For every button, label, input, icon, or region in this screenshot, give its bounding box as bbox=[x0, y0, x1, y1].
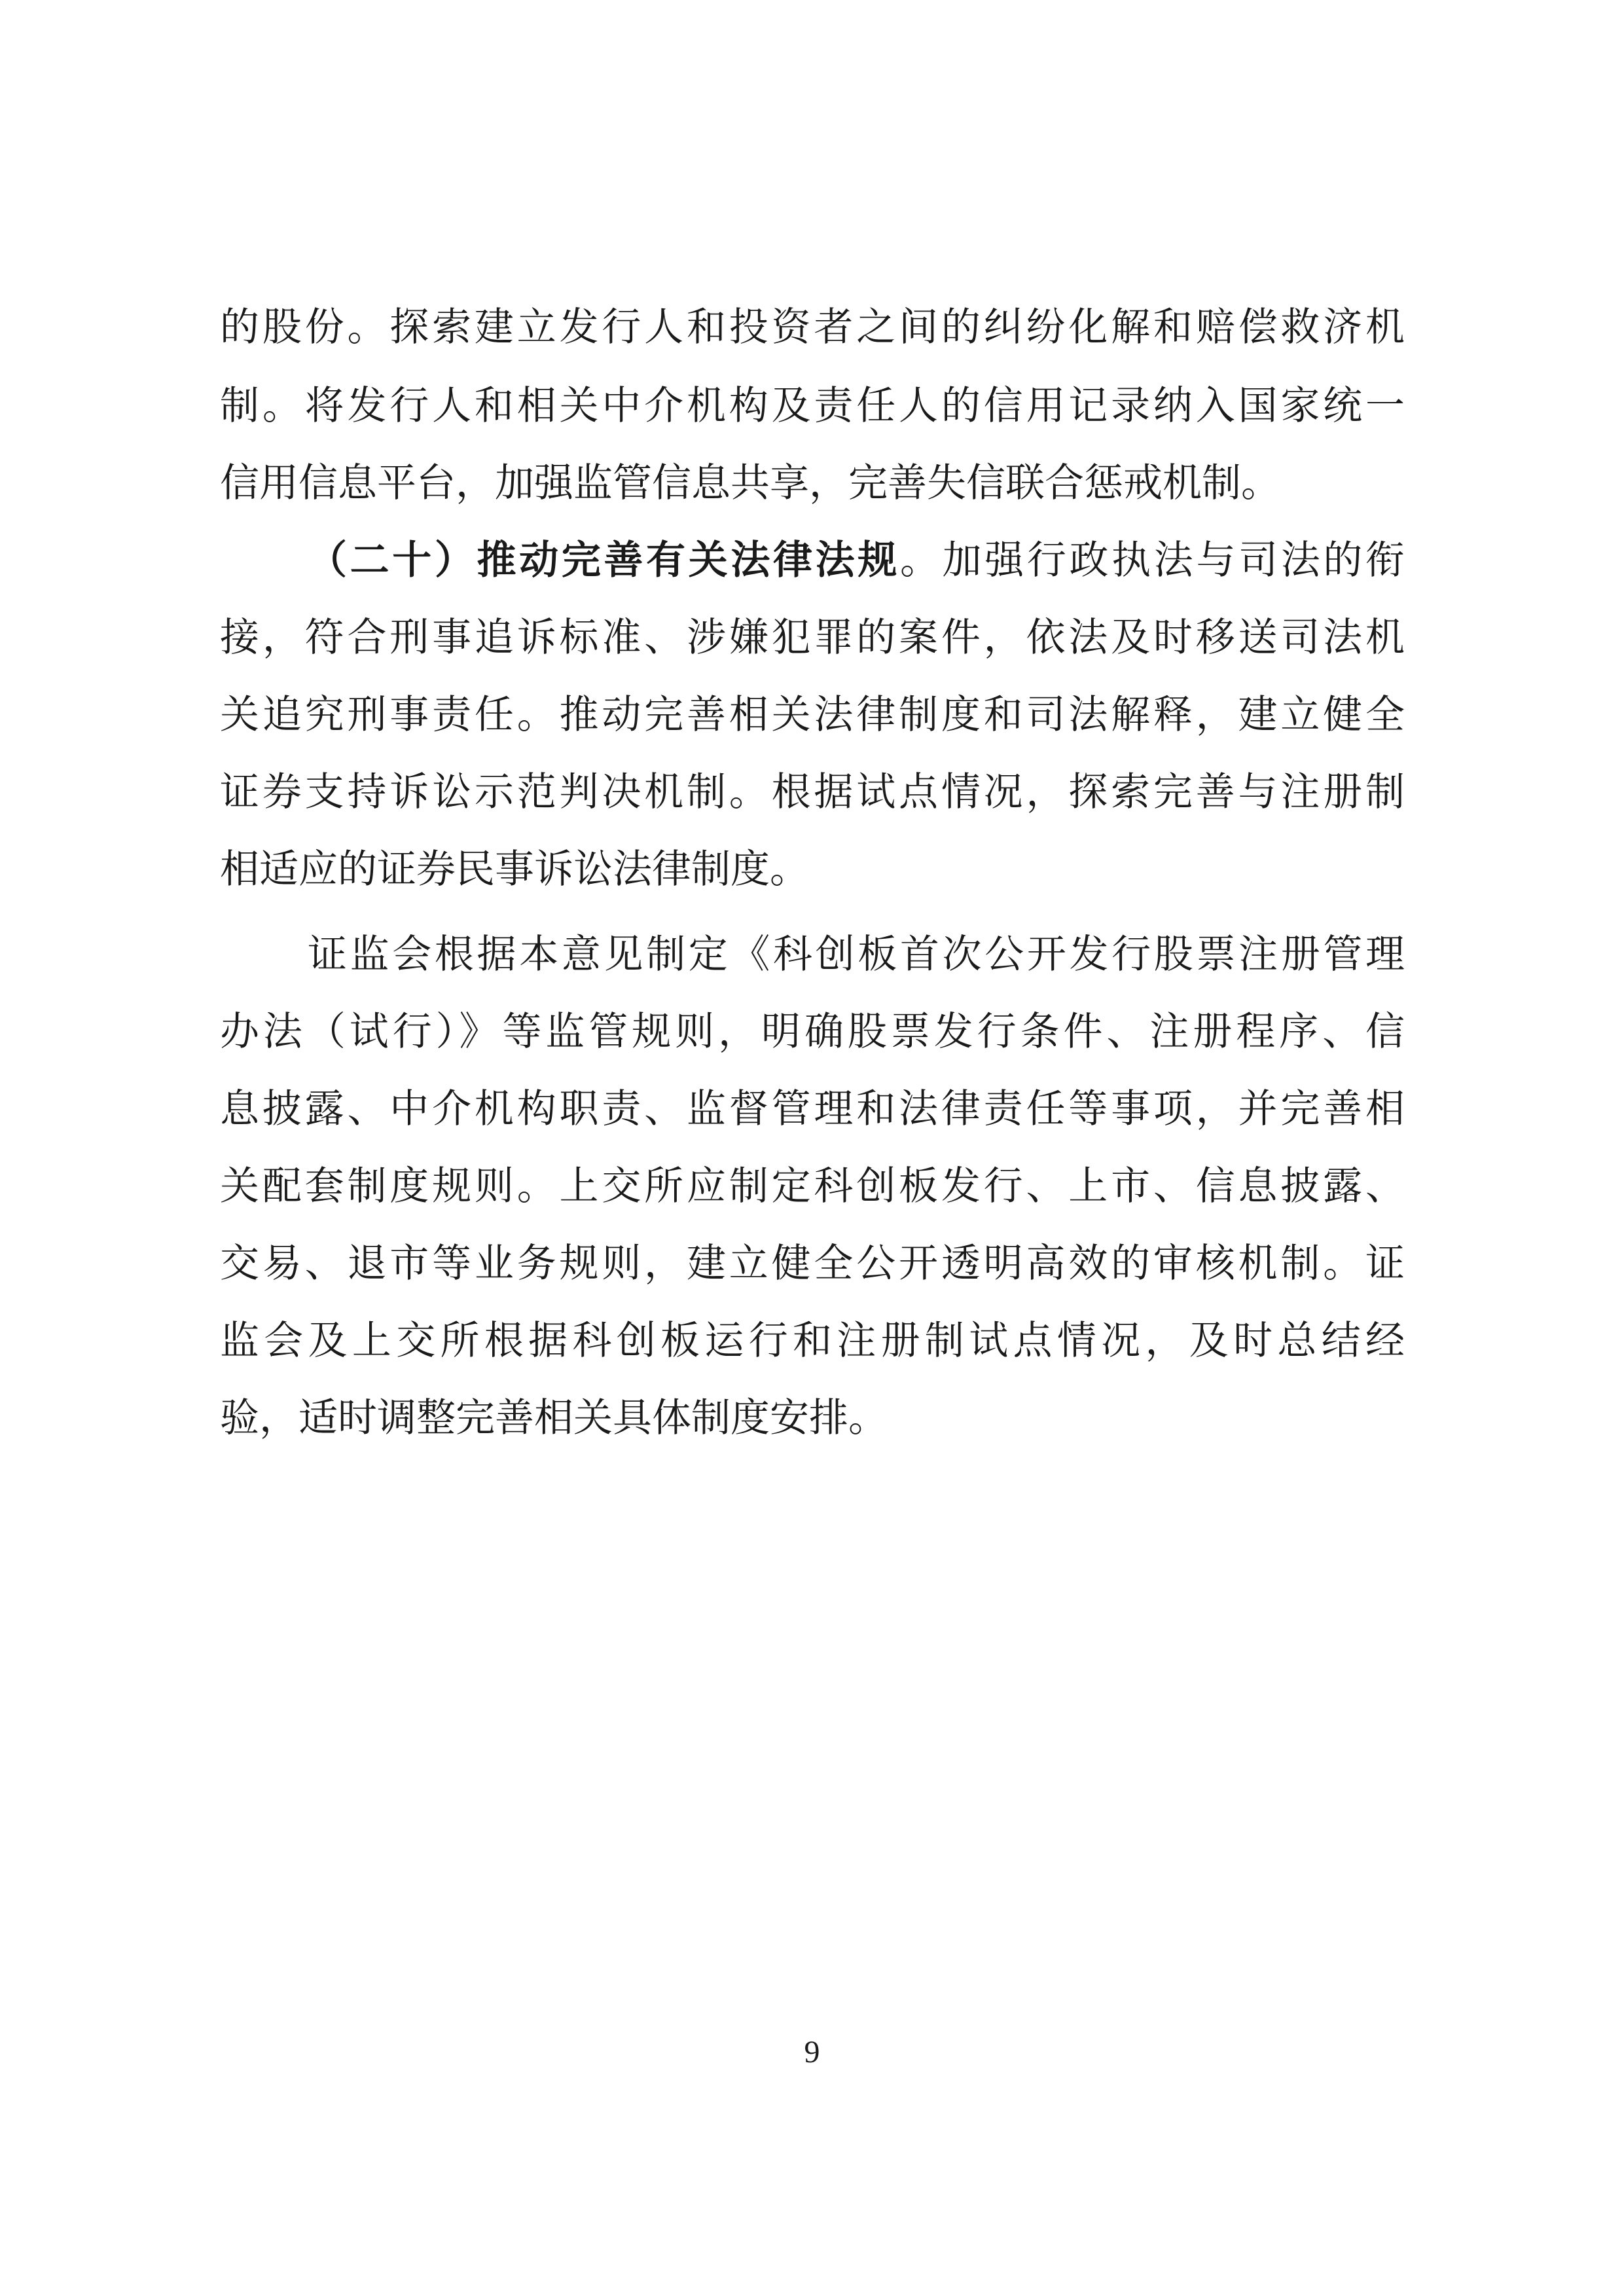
body-text-line: 监会及上交所根据科创板运行和注册制试点情况，及时总结经 bbox=[220, 1318, 1405, 1364]
body-text-line: 接，符合刑事追诉标准、涉嫌犯罪的案件，依法及时移送司法机 bbox=[220, 615, 1405, 661]
body-text-line: 交易、退市等业务规则，建立健全公开透明高效的审核机制。证 bbox=[220, 1241, 1405, 1286]
body-text-line: 制。将发行人和相关中介机构及责任人的信用记录纳入国家统一 bbox=[220, 383, 1405, 429]
body-text-line: 相适应的证券民事诉讼法律制度。 bbox=[220, 847, 809, 892]
body-text-line: 办法（试行）》等监管规则，明确股票发行条件、注册程序、信 bbox=[220, 1009, 1405, 1055]
body-text-line: 息披露、中介机构职责、监督管理和法律责任等事项，并完善相 bbox=[220, 1086, 1405, 1132]
body-text-line: 验，适时调整完善相关具体制度安排。 bbox=[220, 1395, 888, 1441]
body-text-line: 证监会根据本意见制定《科创板首次公开发行股票注册管理 bbox=[308, 932, 1405, 977]
body-text-line: 关追究刑事责任。推动完善相关法律制度和司法解释，建立健全 bbox=[220, 692, 1405, 738]
body-text-line: 信用信息平台，加强监管信息共享，完善失信联合惩戒机制。 bbox=[220, 460, 1280, 506]
body-text-line: 证券支持诉讼示范判决机制。根据试点情况，探索完善与注册制 bbox=[220, 769, 1405, 815]
section-line bbox=[308, 534, 1405, 587]
page-number: 9 bbox=[804, 2035, 820, 2069]
body-text-span: 。加强行政执法与司法的衔 bbox=[899, 538, 1405, 583]
body-text-line: 的股份。探索建立发行人和投资者之间的纠纷化解和赔偿救济机 bbox=[220, 304, 1405, 350]
section-heading: （二十）推动完善有关法律法规 bbox=[308, 538, 900, 583]
body-text-line: 关配套制度规则。上交所应制定科创板发行、上市、信息披露、 bbox=[220, 1163, 1405, 1209]
